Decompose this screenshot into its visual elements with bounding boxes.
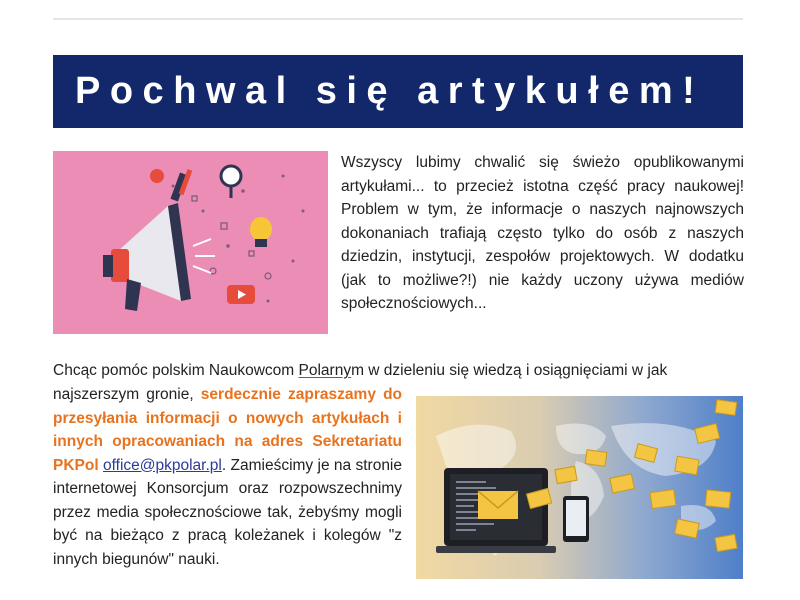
- body-text: m w dzieleniu się wiedzą i osiągnięciami w jak: [351, 362, 668, 379]
- top-divider: [53, 18, 743, 20]
- email-link[interactable]: office@pkpolar.pl: [103, 456, 222, 474]
- megaphone-illustration: [53, 151, 328, 334]
- page-title: Pochwal się artykułem!: [75, 70, 705, 112]
- title-banner: [53, 55, 743, 128]
- intro-paragraph: Wszyscy lubimy chwalić się świeżo opublikowanymi artykułami... to przecież istotna część pracy naukowej! Problem w tym, że informacje o naszych najnowszych dokonaniach trafiają często tylko do osób z naszych dziedzin, instytucji, zespołów projektowych. W dodatku (jak to możliwe?!) nie każdy uczony używa mediów społecznościowych...: [341, 154, 744, 312]
- polarny-word: Polarny: [298, 362, 352, 379]
- body-text: najszerszym gronie,: [53, 386, 201, 403]
- body-paragraph-line1: [53, 359, 744, 383]
- world-map-laptop-mail-illustration: [416, 396, 743, 579]
- highlight-text: serdecznie zapraszamy do przesyłania informacji o nowych artykułach i innych opracowaniach na adres Sekretariatu PKPol: [53, 386, 403, 474]
- body-paragraph: [53, 383, 402, 571]
- body-text: Chcąc pomóc polskim Naukowcom: [53, 362, 299, 379]
- body-text: . Zamieścimy je na stronie internetowej Konsorcjum oraz rozpowszechnimy przez media społecznościowe tak, żebyśmy mogli być na bieżąco z pracą koleżanek i kolegów "z innych biegunów" nauki.: [53, 456, 403, 568]
